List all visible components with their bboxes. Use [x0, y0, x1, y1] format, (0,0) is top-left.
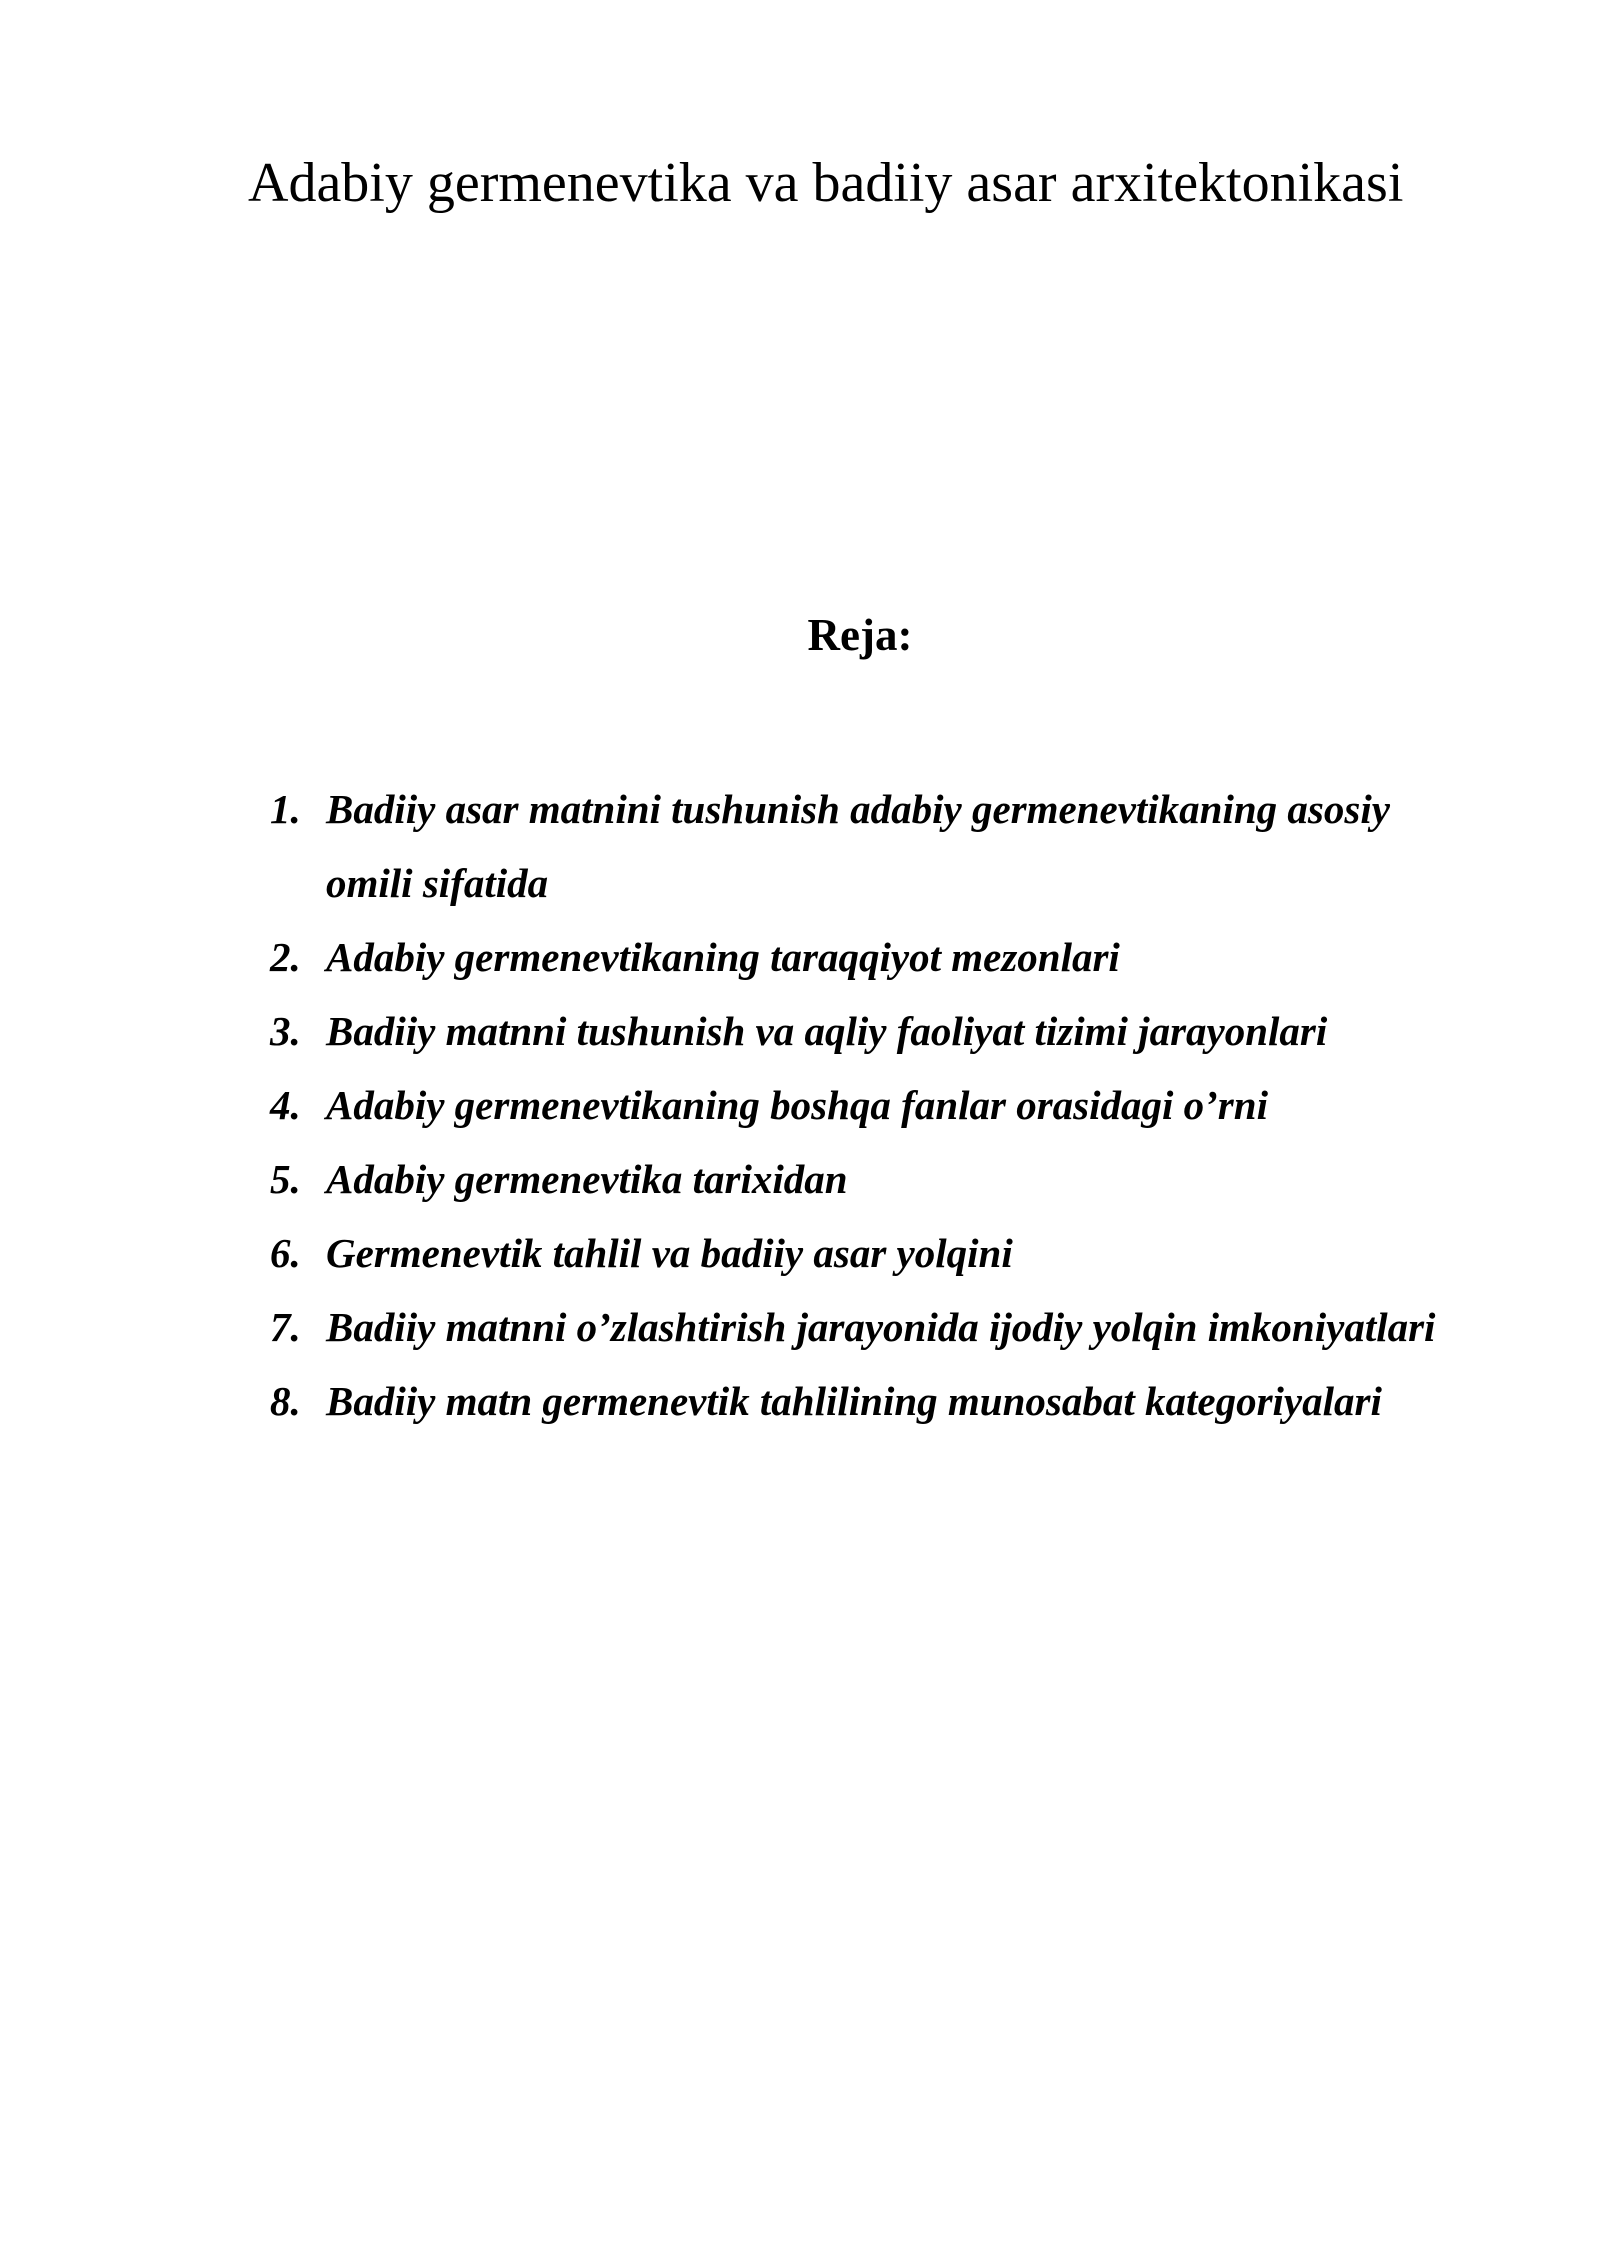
plan-item-number: 5.: [270, 1156, 301, 1202]
plan-item: [270, 1068, 1470, 1142]
plan-item-number: 4.: [270, 1082, 301, 1128]
plan-item: [270, 994, 1470, 1068]
plan-item: [270, 1290, 1470, 1364]
plan-item-text: Badiiy matn germenevtik tahlilining munosabat kategoriyalari: [326, 1378, 1382, 1424]
plan-item: [270, 1142, 1470, 1216]
plan-item-text: Adabiy germenevtika tarixidan: [326, 1156, 848, 1202]
plan-item: [270, 1364, 1470, 1438]
plan-item-text: Badiiy matnni o’zlashtirish jarayonida ijodiy yolqin imkoniyatlari: [326, 1304, 1436, 1350]
document-title: Adabiy germenevtika va badiiy asar arxitektonikasi: [248, 152, 1404, 214]
plan-item-text: Adabiy germenevtikaning boshqa fanlar orasidagi o’rni: [326, 1082, 1268, 1128]
plan-item: [270, 772, 1470, 920]
plan-item-number: 7.: [270, 1304, 301, 1350]
plan-item-number: 6.: [270, 1230, 301, 1276]
plan-item-number: 3.: [270, 1008, 301, 1054]
plan-list: [270, 772, 1470, 1438]
plan-heading: Reja:: [807, 610, 913, 660]
plan-item-number: 1.: [270, 786, 301, 832]
plan-item-text: Badiiy matnni tushunish va aqliy faoliyat tizimi jarayonlari: [326, 1008, 1328, 1054]
plan-item-number: 2.: [270, 934, 301, 980]
plan-item: [270, 920, 1470, 994]
plan-item-text: Germenevtik tahlil va badiiy asar yolqini: [326, 1230, 1013, 1276]
plan-item-number: 8.: [270, 1378, 301, 1424]
plan-item-text: Adabiy germenevtikaning taraqqiyot mezonlari: [326, 934, 1120, 980]
plan-item-text: Badiiy asar matnini tushunish adabiy germenevtikaning asosiy omili sifatida: [326, 786, 1390, 906]
plan-item: [270, 1216, 1470, 1290]
